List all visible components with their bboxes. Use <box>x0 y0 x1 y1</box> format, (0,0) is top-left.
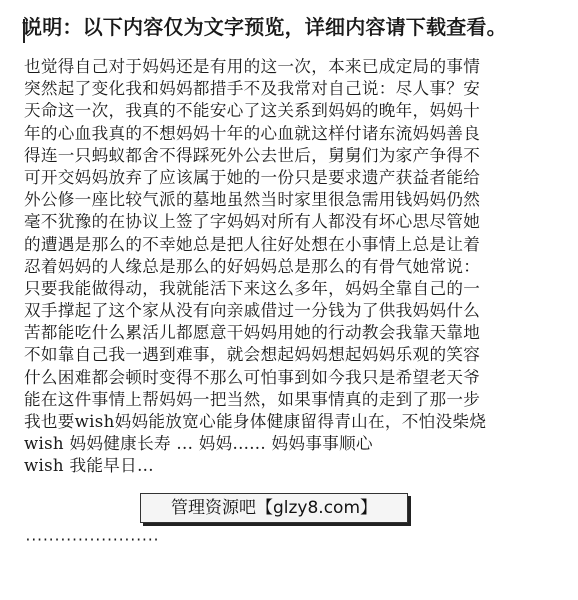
body-line: 我也要wish妈妈能放宽心能身体健康留得青山在，不怕没柴烧 <box>24 412 487 431</box>
body-line: 可开交妈妈放弃了应该属于她的一份只是要求遗产获益者能给 <box>24 167 481 187</box>
body-line: 只要我能做得动，我就能活下来这么多年，妈妈全靠自己的一 <box>24 278 481 298</box>
body-line: 外公修一座比较气派的墓地虽然当时家里很急需用钱妈妈仍然 <box>24 190 481 210</box>
body-line: 的遭遇是那么的不幸她总是把人往好处想在小事情上总是让着 <box>24 234 481 254</box>
body-line: 双手撑起了这个家从没有向亲戚借过一分钱为了供我妈妈什么 <box>24 301 481 321</box>
body-line: 天命这一次，我真的不能安心了这关系到妈妈的晚年，妈妈十 <box>24 101 481 121</box>
body-line: 什么困难都会顿时变得不那么可怕事到如今我只是希望老天爷 <box>24 367 481 387</box>
preview-notice: 说明：以下内容仅为文字预览，详细内容请下载查看。 <box>22 15 507 39</box>
body-line: 也觉得自己对于妈妈还是有用的这一次，本来已成定局的事情 <box>24 57 481 76</box>
body-line: 忍着妈妈的人缘总是那么的好妈妈总是那么的有骨气她常说： <box>24 256 481 276</box>
body-line: 苦都能吃什么累活儿都愿意干妈妈用她的行动教会我靠天靠地 <box>24 323 481 343</box>
body-line: 毫不犹豫的在协议上签了字妈妈对所有人都没有坏心思尽管她 <box>24 212 481 232</box>
body-line: 年的心血我真的不想妈妈十年的心血就这样付诸东流妈妈善良 <box>24 123 481 143</box>
body-line: 突然起了变化我和妈妈都措手不及我常对自己说：尽人事？安 <box>24 79 481 99</box>
watermark-banner: 管理资源吧【glzy8.com】 <box>140 493 408 523</box>
body-line: 不如靠自己我一遇到难事，就会想起妈妈想起妈妈乐观的笑容 <box>24 345 481 365</box>
body-line: 得连一只蚂蚁都舍不得踩死外公去世后，舅舅们为家产争得不 <box>24 145 481 165</box>
truncation-dots: ······················· <box>24 533 159 548</box>
document-body <box>24 56 554 478</box>
body-line: wish 妈妈健康长寿 ... 妈妈...... 妈妈事事顺心 <box>24 434 373 454</box>
body-line: wish 我能早日... <box>24 456 154 476</box>
body-line: 能在这件事情上帮妈妈一把当然，如果事情真的走到了那一步 <box>24 389 481 409</box>
